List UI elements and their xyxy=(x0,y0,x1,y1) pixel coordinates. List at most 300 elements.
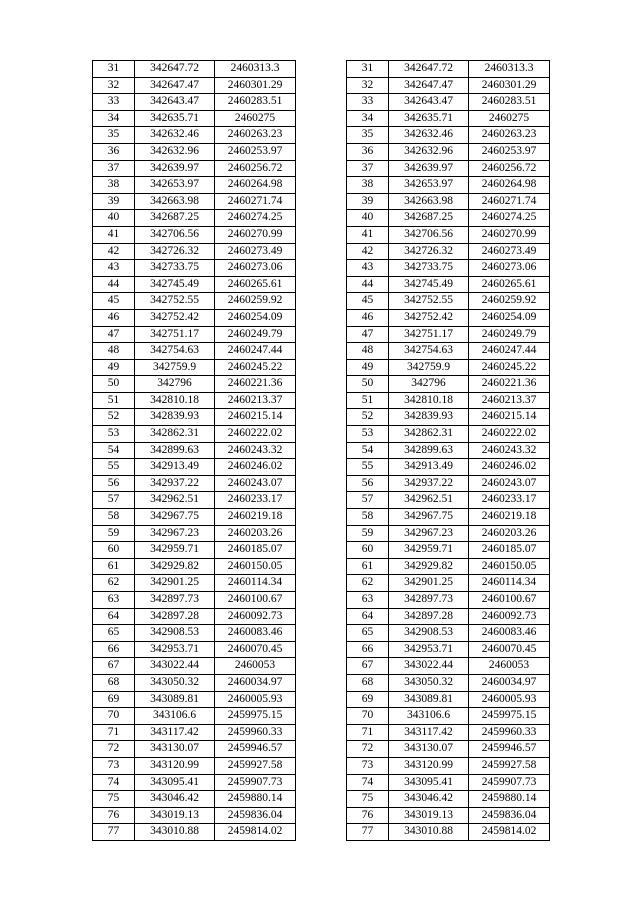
table-row xyxy=(93,309,296,326)
x-coordinate-cell: 343130.07 xyxy=(389,741,469,758)
y-coordinate-cell: 2460243.07 xyxy=(215,475,296,492)
x-coordinate-cell: 342751.17 xyxy=(135,326,215,343)
y-coordinate-cell: 2460034.97 xyxy=(469,674,550,691)
y-coordinate-cell: 2460275 xyxy=(469,110,550,127)
x-coordinate-cell: 343120.99 xyxy=(389,757,469,774)
coordinate-table-right xyxy=(346,60,550,841)
table-row xyxy=(93,625,296,642)
y-coordinate-cell: 2460203.26 xyxy=(469,525,550,542)
y-coordinate-cell: 2460283.51 xyxy=(469,94,550,111)
table-row xyxy=(93,193,296,210)
x-coordinate-cell: 342733.75 xyxy=(135,260,215,277)
y-coordinate-cell: 2460259.92 xyxy=(469,293,550,310)
point-number-cell: 69 xyxy=(347,691,389,708)
table-row xyxy=(93,741,296,758)
table-row xyxy=(93,708,296,725)
x-coordinate-cell: 342726.32 xyxy=(135,243,215,260)
table-row xyxy=(347,77,550,94)
y-coordinate-cell: 2460263.23 xyxy=(469,127,550,144)
x-coordinate-cell: 342908.53 xyxy=(135,625,215,642)
x-coordinate-cell: 343089.81 xyxy=(135,691,215,708)
point-number-cell: 44 xyxy=(93,276,135,293)
point-number-cell: 73 xyxy=(93,757,135,774)
x-coordinate-cell: 342706.56 xyxy=(389,226,469,243)
table-row xyxy=(93,525,296,542)
table-row xyxy=(347,177,550,194)
table-row xyxy=(93,592,296,609)
table-row xyxy=(93,774,296,791)
y-coordinate-cell: 2460092.73 xyxy=(469,608,550,625)
table-row xyxy=(347,558,550,575)
point-number-cell: 41 xyxy=(347,226,389,243)
x-coordinate-cell: 342643.47 xyxy=(389,94,469,111)
x-coordinate-cell: 342754.63 xyxy=(135,343,215,360)
x-coordinate-cell: 342967.23 xyxy=(135,525,215,542)
y-coordinate-cell: 2460215.14 xyxy=(215,409,296,426)
x-coordinate-cell: 343117.42 xyxy=(135,724,215,741)
table-row xyxy=(347,110,550,127)
x-coordinate-cell: 342967.75 xyxy=(389,509,469,526)
point-number-cell: 47 xyxy=(347,326,389,343)
y-coordinate-cell: 2460275 xyxy=(215,110,296,127)
x-coordinate-cell: 342752.55 xyxy=(135,293,215,310)
y-coordinate-cell: 2460221.36 xyxy=(469,376,550,393)
x-coordinate-cell: 342796 xyxy=(389,376,469,393)
table-row xyxy=(347,641,550,658)
table-row xyxy=(347,193,550,210)
table-row xyxy=(347,61,550,78)
point-number-cell: 71 xyxy=(347,724,389,741)
table-row xyxy=(93,409,296,426)
table-row xyxy=(347,592,550,609)
y-coordinate-cell: 2460083.46 xyxy=(215,625,296,642)
x-coordinate-cell: 342967.23 xyxy=(389,525,469,542)
point-number-cell: 68 xyxy=(93,674,135,691)
y-coordinate-cell: 2460243.32 xyxy=(215,442,296,459)
point-number-cell: 76 xyxy=(93,807,135,824)
y-coordinate-cell: 2460259.92 xyxy=(215,293,296,310)
point-number-cell: 35 xyxy=(93,127,135,144)
y-coordinate-cell: 2460274.25 xyxy=(469,210,550,227)
table-row xyxy=(347,724,550,741)
y-coordinate-cell: 2460273.49 xyxy=(469,243,550,260)
table-row xyxy=(93,475,296,492)
point-number-cell: 59 xyxy=(93,525,135,542)
table-row xyxy=(93,791,296,808)
coordinate-table-left-body xyxy=(93,61,296,841)
y-coordinate-cell: 2459836.04 xyxy=(469,807,550,824)
y-coordinate-cell: 2460070.45 xyxy=(215,641,296,658)
y-coordinate-cell: 2460150.05 xyxy=(215,558,296,575)
y-coordinate-cell: 2459814.02 xyxy=(469,824,550,841)
x-coordinate-cell: 342632.96 xyxy=(389,143,469,160)
y-coordinate-cell: 2460283.51 xyxy=(215,94,296,111)
x-coordinate-cell: 342759.9 xyxy=(135,359,215,376)
table-row xyxy=(93,674,296,691)
point-number-cell: 61 xyxy=(93,558,135,575)
table-row xyxy=(347,757,550,774)
y-coordinate-cell: 2459907.73 xyxy=(215,774,296,791)
point-number-cell: 70 xyxy=(93,708,135,725)
x-coordinate-cell: 342899.63 xyxy=(135,442,215,459)
point-number-cell: 45 xyxy=(93,293,135,310)
point-number-cell: 55 xyxy=(347,459,389,476)
table-row xyxy=(347,608,550,625)
table-row xyxy=(93,77,296,94)
point-number-cell: 60 xyxy=(93,542,135,559)
point-number-cell: 37 xyxy=(347,160,389,177)
table-row xyxy=(93,807,296,824)
table-row xyxy=(347,674,550,691)
table-row xyxy=(347,807,550,824)
y-coordinate-cell: 2460243.07 xyxy=(469,475,550,492)
x-coordinate-cell: 342647.72 xyxy=(135,61,215,78)
y-coordinate-cell: 2460253.97 xyxy=(215,143,296,160)
x-coordinate-cell: 342862.31 xyxy=(389,426,469,443)
y-coordinate-cell: 2460249.79 xyxy=(469,326,550,343)
x-coordinate-cell: 343095.41 xyxy=(389,774,469,791)
point-number-cell: 64 xyxy=(93,608,135,625)
point-number-cell: 71 xyxy=(93,724,135,741)
point-number-cell: 67 xyxy=(347,658,389,675)
table-row xyxy=(93,343,296,360)
x-coordinate-cell: 342751.17 xyxy=(389,326,469,343)
table-row xyxy=(347,426,550,443)
x-coordinate-cell: 342967.75 xyxy=(135,509,215,526)
point-number-cell: 39 xyxy=(347,193,389,210)
x-coordinate-cell: 342632.46 xyxy=(389,127,469,144)
y-coordinate-cell: 2460185.07 xyxy=(469,542,550,559)
point-number-cell: 52 xyxy=(347,409,389,426)
point-number-cell: 41 xyxy=(93,226,135,243)
point-number-cell: 31 xyxy=(347,61,389,78)
y-coordinate-cell: 2460222.02 xyxy=(215,426,296,443)
y-coordinate-cell: 2459946.57 xyxy=(469,741,550,758)
point-number-cell: 65 xyxy=(93,625,135,642)
table-row xyxy=(347,824,550,841)
table-row xyxy=(347,509,550,526)
point-number-cell: 33 xyxy=(347,94,389,111)
point-number-cell: 62 xyxy=(93,575,135,592)
point-number-cell: 62 xyxy=(347,575,389,592)
x-coordinate-cell: 343130.07 xyxy=(135,741,215,758)
point-number-cell: 35 xyxy=(347,127,389,144)
table-row xyxy=(93,392,296,409)
y-coordinate-cell: 2460273.49 xyxy=(215,243,296,260)
table-row xyxy=(347,94,550,111)
x-coordinate-cell: 342959.71 xyxy=(389,542,469,559)
table-row xyxy=(93,658,296,675)
x-coordinate-cell: 342937.22 xyxy=(389,475,469,492)
y-coordinate-cell: 2460265.61 xyxy=(469,276,550,293)
x-coordinate-cell: 342897.28 xyxy=(389,608,469,625)
point-number-cell: 60 xyxy=(347,542,389,559)
point-number-cell: 33 xyxy=(93,94,135,111)
x-coordinate-cell: 342897.28 xyxy=(135,608,215,625)
y-coordinate-cell: 2460213.37 xyxy=(215,392,296,409)
table-row xyxy=(347,160,550,177)
point-number-cell: 42 xyxy=(93,243,135,260)
table-row xyxy=(347,293,550,310)
y-coordinate-cell: 2460203.26 xyxy=(215,525,296,542)
table-row xyxy=(93,110,296,127)
y-coordinate-cell: 2460219.18 xyxy=(215,509,296,526)
x-coordinate-cell: 342929.82 xyxy=(135,558,215,575)
table-row xyxy=(93,757,296,774)
y-coordinate-cell: 2459836.04 xyxy=(215,807,296,824)
x-coordinate-cell: 342647.47 xyxy=(389,77,469,94)
point-number-cell: 38 xyxy=(347,177,389,194)
point-number-cell: 65 xyxy=(347,625,389,642)
point-number-cell: 39 xyxy=(93,193,135,210)
point-number-cell: 51 xyxy=(347,392,389,409)
x-coordinate-cell: 342839.93 xyxy=(135,409,215,426)
table-row xyxy=(93,724,296,741)
x-coordinate-cell: 343095.41 xyxy=(135,774,215,791)
x-coordinate-cell: 342897.73 xyxy=(389,592,469,609)
y-coordinate-cell: 2459927.58 xyxy=(215,757,296,774)
y-coordinate-cell: 2459907.73 xyxy=(469,774,550,791)
point-number-cell: 54 xyxy=(347,442,389,459)
point-number-cell: 67 xyxy=(93,658,135,675)
table-row xyxy=(347,260,550,277)
y-coordinate-cell: 2460005.93 xyxy=(215,691,296,708)
table-row xyxy=(347,442,550,459)
x-coordinate-cell: 342959.71 xyxy=(135,542,215,559)
x-coordinate-cell: 342726.32 xyxy=(389,243,469,260)
y-coordinate-cell: 2460053 xyxy=(469,658,550,675)
x-coordinate-cell: 343046.42 xyxy=(389,791,469,808)
table-row xyxy=(347,409,550,426)
table-row xyxy=(93,542,296,559)
x-coordinate-cell: 342937.22 xyxy=(135,475,215,492)
y-coordinate-cell: 2460313.3 xyxy=(469,61,550,78)
table-row xyxy=(93,641,296,658)
point-number-cell: 32 xyxy=(347,77,389,94)
point-number-cell: 34 xyxy=(347,110,389,127)
point-number-cell: 76 xyxy=(347,807,389,824)
point-number-cell: 74 xyxy=(93,774,135,791)
point-number-cell: 68 xyxy=(347,674,389,691)
x-coordinate-cell: 343120.99 xyxy=(135,757,215,774)
table-row xyxy=(93,177,296,194)
table-row xyxy=(347,575,550,592)
y-coordinate-cell: 2459975.15 xyxy=(469,708,550,725)
point-number-cell: 55 xyxy=(93,459,135,476)
y-coordinate-cell: 2460233.17 xyxy=(469,492,550,509)
x-coordinate-cell: 343050.32 xyxy=(135,674,215,691)
y-coordinate-cell: 2460265.61 xyxy=(215,276,296,293)
x-coordinate-cell: 342908.53 xyxy=(389,625,469,642)
point-number-cell: 56 xyxy=(347,475,389,492)
x-coordinate-cell: 342839.93 xyxy=(389,409,469,426)
x-coordinate-cell: 342913.49 xyxy=(135,459,215,476)
y-coordinate-cell: 2460301.29 xyxy=(469,77,550,94)
y-coordinate-cell: 2460092.73 xyxy=(215,608,296,625)
table-row xyxy=(93,260,296,277)
table-row xyxy=(93,61,296,78)
point-number-cell: 61 xyxy=(347,558,389,575)
point-number-cell: 58 xyxy=(93,509,135,526)
x-coordinate-cell: 343019.13 xyxy=(135,807,215,824)
table-row xyxy=(347,459,550,476)
y-coordinate-cell: 2460263.23 xyxy=(215,127,296,144)
x-coordinate-cell: 343050.32 xyxy=(389,674,469,691)
table-row xyxy=(93,210,296,227)
table-row xyxy=(93,243,296,260)
x-coordinate-cell: 342862.31 xyxy=(135,426,215,443)
table-row xyxy=(93,293,296,310)
table-row xyxy=(93,442,296,459)
y-coordinate-cell: 2460253.97 xyxy=(469,143,550,160)
point-number-cell: 50 xyxy=(347,376,389,393)
point-number-cell: 46 xyxy=(347,309,389,326)
x-coordinate-cell: 342759.9 xyxy=(389,359,469,376)
point-number-cell: 63 xyxy=(93,592,135,609)
y-coordinate-cell: 2460273.06 xyxy=(469,260,550,277)
x-coordinate-cell: 342643.47 xyxy=(135,94,215,111)
y-coordinate-cell: 2460185.07 xyxy=(215,542,296,559)
y-coordinate-cell: 2460246.02 xyxy=(215,459,296,476)
x-coordinate-cell: 342635.71 xyxy=(389,110,469,127)
point-number-cell: 70 xyxy=(347,708,389,725)
y-coordinate-cell: 2460264.98 xyxy=(469,177,550,194)
y-coordinate-cell: 2460254.09 xyxy=(469,309,550,326)
y-coordinate-cell: 2459814.02 xyxy=(215,824,296,841)
y-coordinate-cell: 2460247.44 xyxy=(215,343,296,360)
table-row xyxy=(347,210,550,227)
x-coordinate-cell: 342810.18 xyxy=(135,392,215,409)
point-number-cell: 63 xyxy=(347,592,389,609)
x-coordinate-cell: 342953.71 xyxy=(389,641,469,658)
x-coordinate-cell: 342632.46 xyxy=(135,127,215,144)
point-number-cell: 73 xyxy=(347,757,389,774)
x-coordinate-cell: 343117.42 xyxy=(389,724,469,741)
x-coordinate-cell: 342901.25 xyxy=(389,575,469,592)
y-coordinate-cell: 2460245.22 xyxy=(215,359,296,376)
point-number-cell: 49 xyxy=(93,359,135,376)
table-row xyxy=(347,525,550,542)
point-number-cell: 48 xyxy=(347,343,389,360)
x-coordinate-cell: 343019.13 xyxy=(389,807,469,824)
x-coordinate-cell: 342810.18 xyxy=(389,392,469,409)
x-coordinate-cell: 343010.88 xyxy=(389,824,469,841)
table-row xyxy=(93,558,296,575)
y-coordinate-cell: 2460271.74 xyxy=(215,193,296,210)
table-row xyxy=(347,625,550,642)
x-coordinate-cell: 342687.25 xyxy=(135,210,215,227)
x-coordinate-cell: 342752.42 xyxy=(389,309,469,326)
point-number-cell: 57 xyxy=(347,492,389,509)
y-coordinate-cell: 2460114.34 xyxy=(215,575,296,592)
point-number-cell: 36 xyxy=(93,143,135,160)
x-coordinate-cell: 342796 xyxy=(135,376,215,393)
table-row xyxy=(93,459,296,476)
table-row xyxy=(93,824,296,841)
point-number-cell: 48 xyxy=(93,343,135,360)
table-row xyxy=(347,791,550,808)
x-coordinate-cell: 343010.88 xyxy=(135,824,215,841)
y-coordinate-cell: 2460100.67 xyxy=(469,592,550,609)
x-coordinate-cell: 342962.51 xyxy=(135,492,215,509)
coordinate-table-right-body xyxy=(347,61,550,841)
y-coordinate-cell: 2460114.34 xyxy=(469,575,550,592)
x-coordinate-cell: 343089.81 xyxy=(389,691,469,708)
table-row xyxy=(347,127,550,144)
x-coordinate-cell: 342647.47 xyxy=(135,77,215,94)
table-row xyxy=(93,127,296,144)
table-row xyxy=(93,326,296,343)
x-coordinate-cell: 343022.44 xyxy=(135,658,215,675)
point-number-cell: 66 xyxy=(347,641,389,658)
y-coordinate-cell: 2459975.15 xyxy=(215,708,296,725)
table-row xyxy=(93,276,296,293)
point-number-cell: 40 xyxy=(347,210,389,227)
x-coordinate-cell: 342647.72 xyxy=(389,61,469,78)
y-coordinate-cell: 2460271.74 xyxy=(469,193,550,210)
y-coordinate-cell: 2460233.17 xyxy=(215,492,296,509)
y-coordinate-cell: 2460150.05 xyxy=(469,558,550,575)
x-coordinate-cell: 342639.97 xyxy=(389,160,469,177)
table-row xyxy=(347,492,550,509)
point-number-cell: 37 xyxy=(93,160,135,177)
y-coordinate-cell: 2460100.67 xyxy=(215,592,296,609)
point-number-cell: 38 xyxy=(93,177,135,194)
point-number-cell: 53 xyxy=(93,426,135,443)
table-row xyxy=(347,243,550,260)
table-row xyxy=(347,326,550,343)
y-coordinate-cell: 2460222.02 xyxy=(469,426,550,443)
y-coordinate-cell: 2459946.57 xyxy=(215,741,296,758)
x-coordinate-cell: 342733.75 xyxy=(389,260,469,277)
y-coordinate-cell: 2459880.14 xyxy=(469,791,550,808)
x-coordinate-cell: 343046.42 xyxy=(135,791,215,808)
table-row xyxy=(347,708,550,725)
point-number-cell: 66 xyxy=(93,641,135,658)
table-row xyxy=(93,376,296,393)
point-number-cell: 56 xyxy=(93,475,135,492)
y-coordinate-cell: 2460254.09 xyxy=(215,309,296,326)
y-coordinate-cell: 2460270.99 xyxy=(215,226,296,243)
x-coordinate-cell: 342745.49 xyxy=(135,276,215,293)
table-row xyxy=(347,542,550,559)
y-coordinate-cell: 2460243.32 xyxy=(469,442,550,459)
y-coordinate-cell: 2460034.97 xyxy=(215,674,296,691)
point-number-cell: 57 xyxy=(93,492,135,509)
point-number-cell: 72 xyxy=(347,741,389,758)
table-row xyxy=(93,160,296,177)
y-coordinate-cell: 2460249.79 xyxy=(215,326,296,343)
table-row xyxy=(347,343,550,360)
point-number-cell: 31 xyxy=(93,61,135,78)
x-coordinate-cell: 342752.42 xyxy=(135,309,215,326)
y-coordinate-cell: 2459927.58 xyxy=(469,757,550,774)
table-row xyxy=(347,658,550,675)
x-coordinate-cell: 342752.55 xyxy=(389,293,469,310)
point-number-cell: 75 xyxy=(347,791,389,808)
table-row xyxy=(93,691,296,708)
coordinate-table-left xyxy=(92,60,296,841)
x-coordinate-cell: 342897.73 xyxy=(135,592,215,609)
x-coordinate-cell: 342929.82 xyxy=(389,558,469,575)
table-row xyxy=(347,359,550,376)
y-coordinate-cell: 2460245.22 xyxy=(469,359,550,376)
point-number-cell: 77 xyxy=(93,824,135,841)
y-coordinate-cell: 2460221.36 xyxy=(215,376,296,393)
x-coordinate-cell: 342754.63 xyxy=(389,343,469,360)
point-number-cell: 64 xyxy=(347,608,389,625)
table-row xyxy=(347,774,550,791)
